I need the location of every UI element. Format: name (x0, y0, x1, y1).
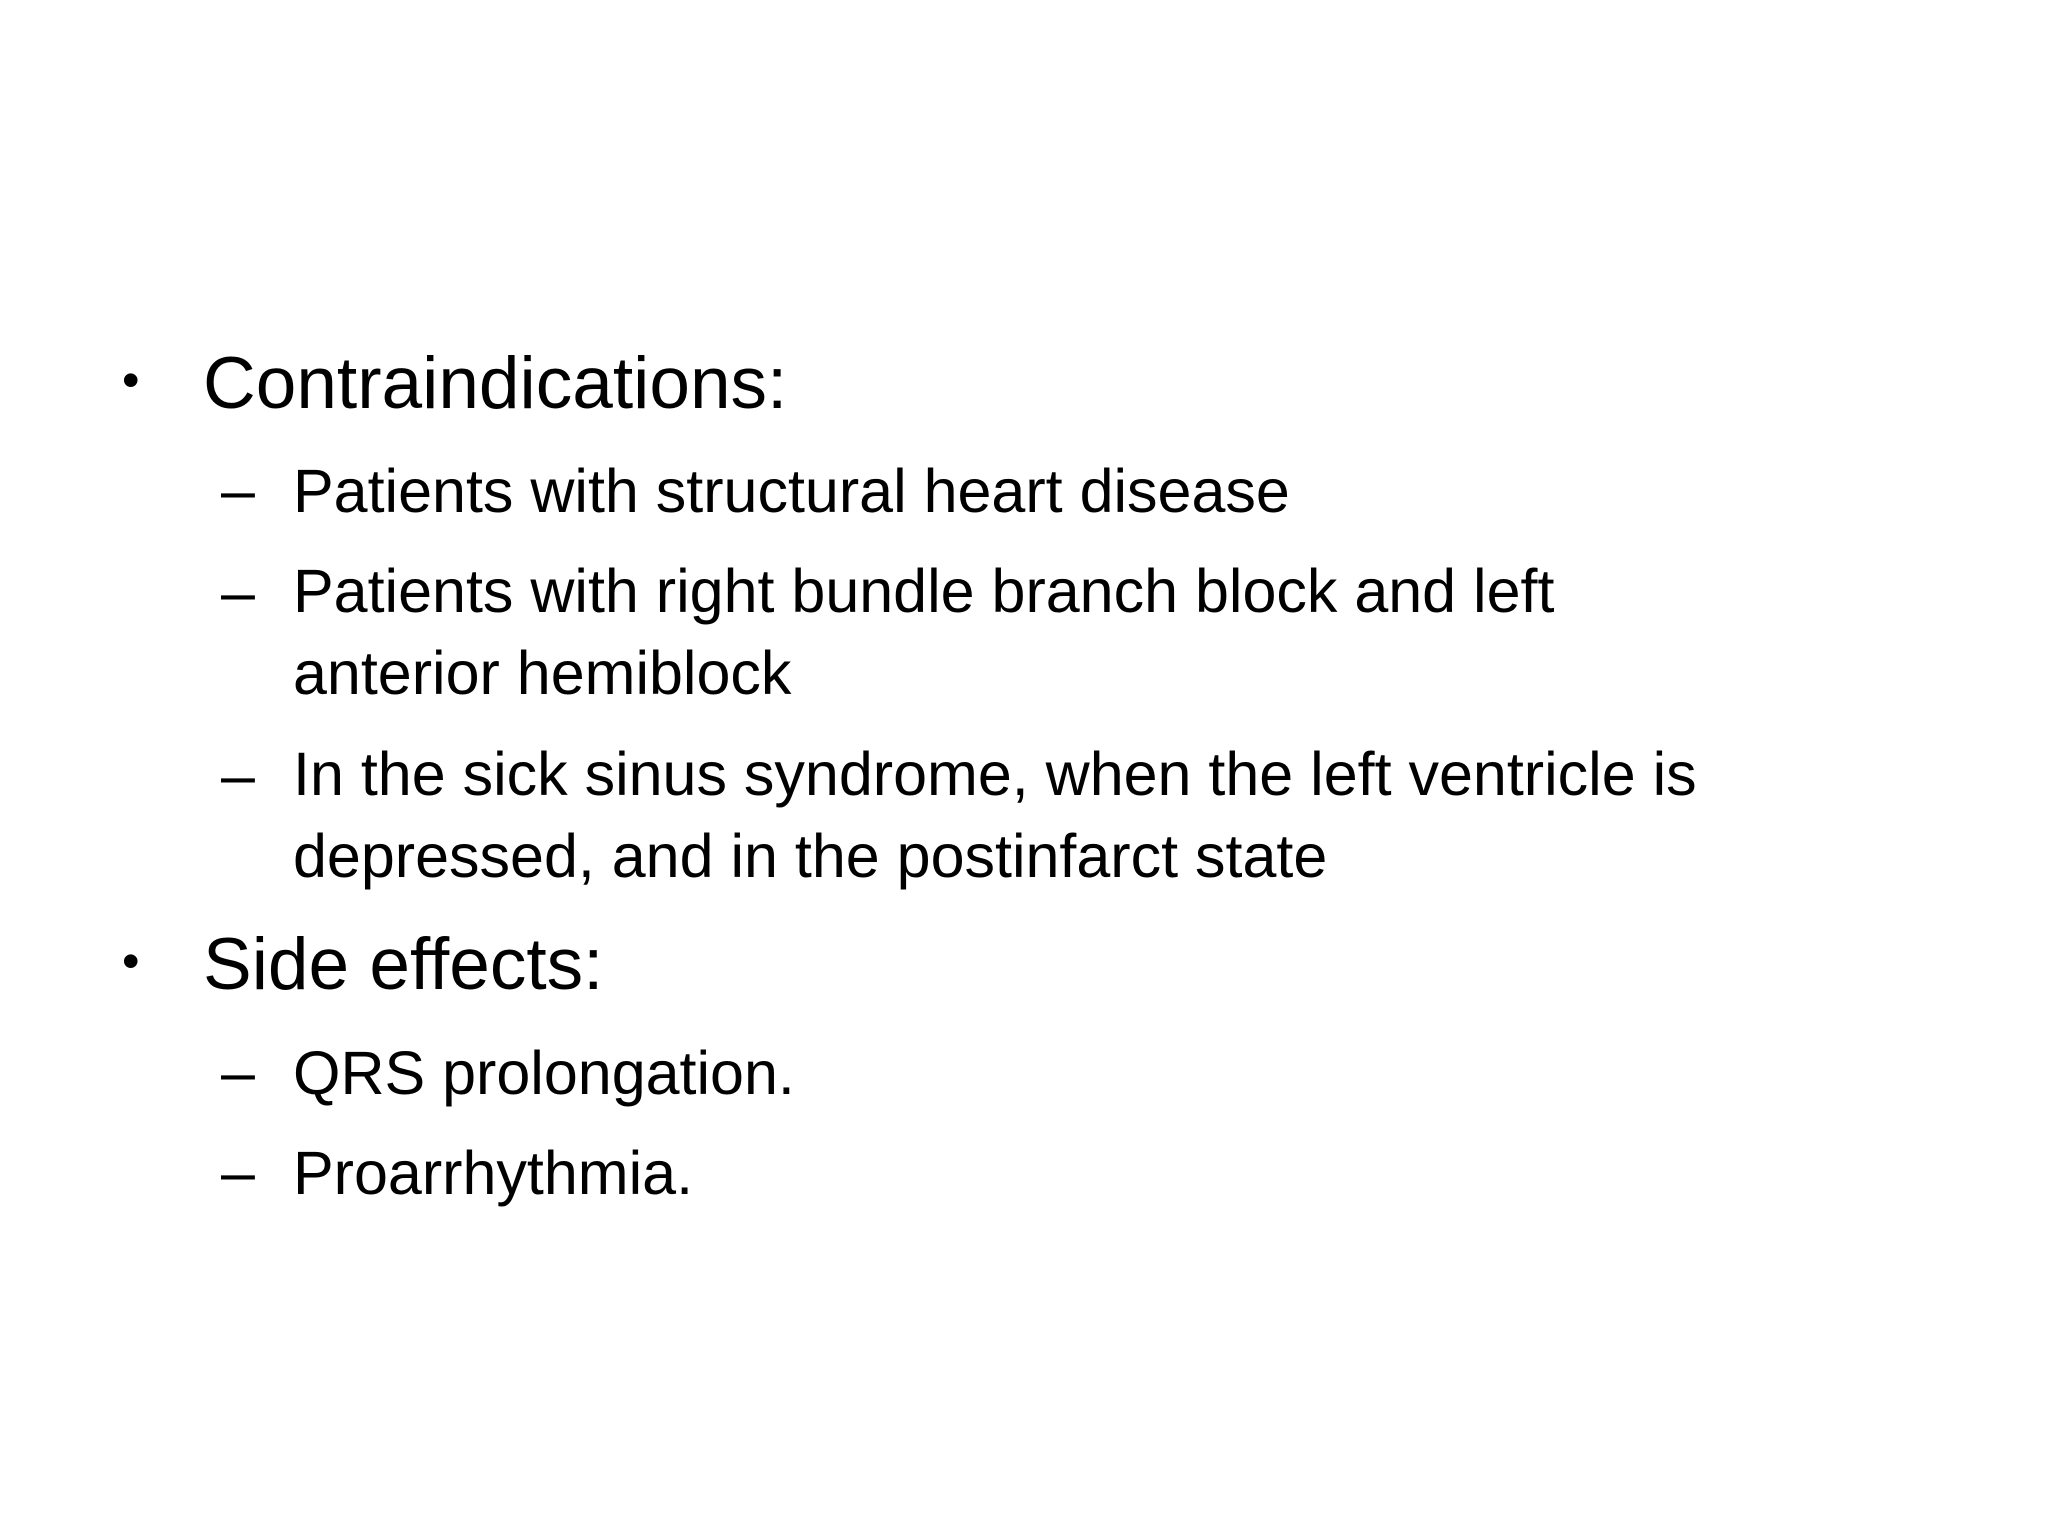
list-item-line: QRS prolongation. (293, 1039, 795, 1107)
list-item-line: Patients with structural heart disease (293, 457, 1290, 525)
list-item (293, 550, 1993, 714)
dash-icon: – (221, 1038, 255, 1106)
list-item-line: depressed, and in the postinfarct state (293, 822, 1328, 890)
list-item (293, 1032, 1993, 1114)
list-item-line: anterior hemiblock (293, 639, 792, 707)
list-item (293, 733, 1993, 897)
dash-icon: – (221, 558, 255, 626)
dash-icon: – (221, 456, 255, 524)
list-item (293, 450, 1993, 532)
list-item-line: Patients with right bundle branch block and left (293, 557, 1555, 625)
section-heading-contraindications: Contraindications: (203, 343, 788, 424)
bullet-icon: • (122, 352, 140, 408)
list-item-line: In the sick sinus syndrome, when the left ventricle is (293, 740, 1697, 808)
bullet-icon: • (122, 933, 140, 989)
list-item (293, 1132, 1993, 1214)
list-item-line: Proarrhythmia. (293, 1139, 694, 1207)
dash-icon: – (221, 1138, 255, 1206)
dash-icon: – (221, 741, 255, 809)
section-heading-side-effects: Side effects: (203, 924, 604, 1005)
